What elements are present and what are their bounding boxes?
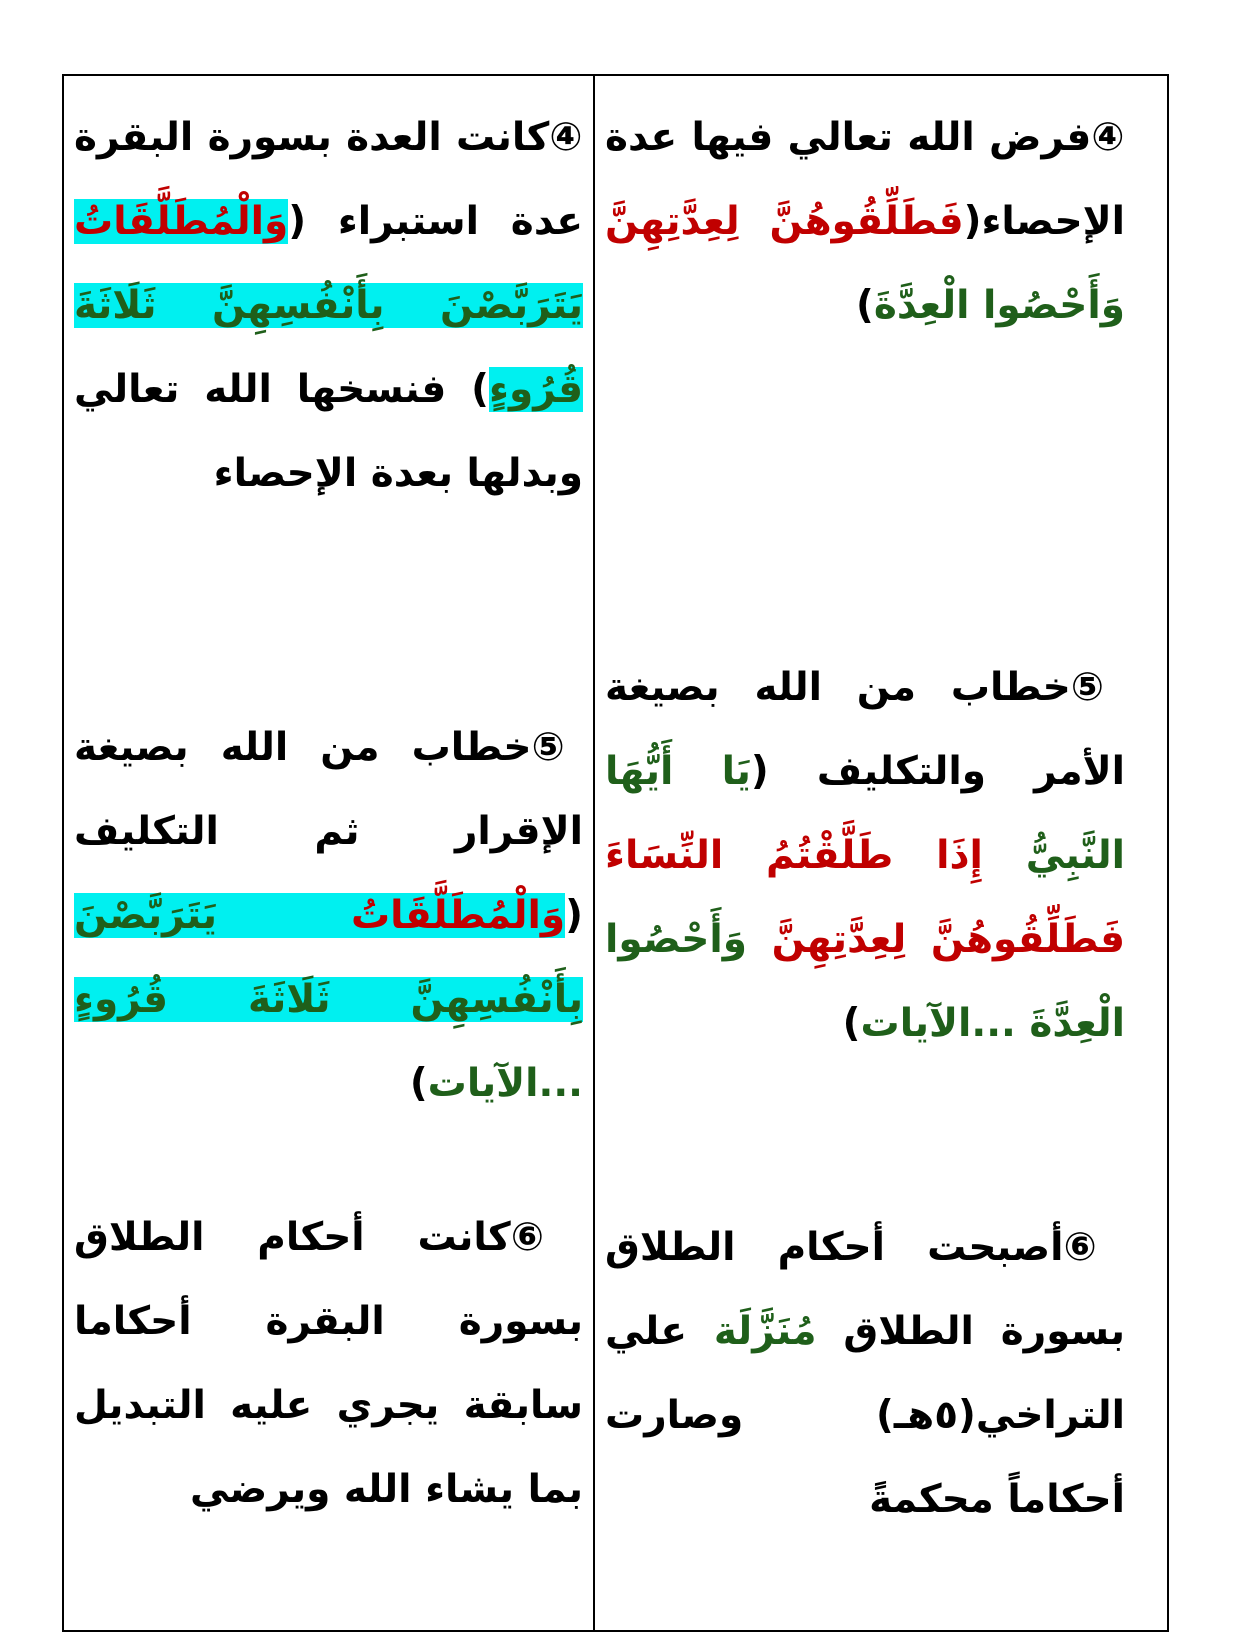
circled-number: ⑥ — [1063, 1225, 1125, 1270]
left-cell-5 — [74, 706, 583, 1126]
quran-verse: وَأَحْصُوا الْعِدَّةَ ...الآيات — [605, 917, 1125, 1046]
text: أصبحت أحكام الطلاق بسورة الطلاق — [605, 1225, 1126, 1354]
text: ) — [842, 1001, 861, 1046]
quran-verse: وَأَحْصُوا الْعِدَّةَ — [873, 283, 1125, 328]
text: خطاب من الله بصيغة الأمر والتكليف ( — [605, 665, 1125, 794]
quran-verse: وَالْمُطَلَّقَاتُ — [350, 893, 566, 938]
quran-verse: يَتَرَبَّصْنَ بِأَنْفُسِهِنَّ ثَلَاثَةَ قُرُوءٍ — [74, 283, 583, 412]
text: كانت العدة بسورة البقرة عدة استبراء ( — [74, 115, 583, 244]
right-cell-6 — [605, 1206, 1125, 1542]
left-cell-6 — [74, 1196, 583, 1532]
circled-number: ④ — [1091, 115, 1125, 160]
quran-verse: فَطَلِّقُوهُنَّ لِعِدَّتِهِنَّ — [605, 199, 964, 244]
circled-number: ⑥ — [510, 1215, 583, 1260]
quran-word: مُنَزَّلَة — [713, 1309, 817, 1354]
circled-number: ⑤ — [531, 725, 583, 770]
right-cell-4 — [605, 96, 1125, 348]
text: ) — [856, 283, 874, 328]
right-cell-5 — [605, 646, 1125, 1066]
text: كانت أحكام الطلاق بسورة البقرة أحكاما سابقة يجري عليه التبديل بما يشاء الله ويرضي — [74, 1215, 583, 1512]
column-divider — [593, 76, 595, 1630]
quran-verse: ...الآيات — [427, 1061, 583, 1106]
text: ) فنسخها الله تعالي وبدلها بعدة الإحصاء — [74, 367, 583, 496]
quran-verse: يَتَرَبَّصْنَ بِأَنْفُسِهِنَّ ثَلَاثَةَ قُرُوءٍ — [74, 893, 583, 1022]
circled-number: ⑤ — [1070, 665, 1125, 710]
text: فرض الله تعالي فيها عدة الإحصاء( — [605, 115, 1125, 244]
text: ) — [409, 1061, 428, 1106]
text: علي التراخي(٥هـ) وصارت أحكاماً محكمةً — [605, 1309, 1125, 1522]
quran-verse: يَا أَيُّهَا النَّبِيُّ — [605, 749, 1125, 878]
quran-verse: إِذَا طَلَّقْتُمُ النِّسَاءَ فَطَلِّقُوهُنَّ لِعِدَّتِهِنَّ — [605, 833, 1125, 962]
quran-verse: وَالْمُطَلَّقَاتُ — [74, 199, 289, 244]
circled-number: ④ — [549, 115, 583, 160]
text: خطاب من الله بصيغة الإقرار ثم التكليف ( — [74, 725, 583, 938]
left-cell-4 — [74, 96, 583, 516]
comparison-table — [62, 74, 1169, 1632]
